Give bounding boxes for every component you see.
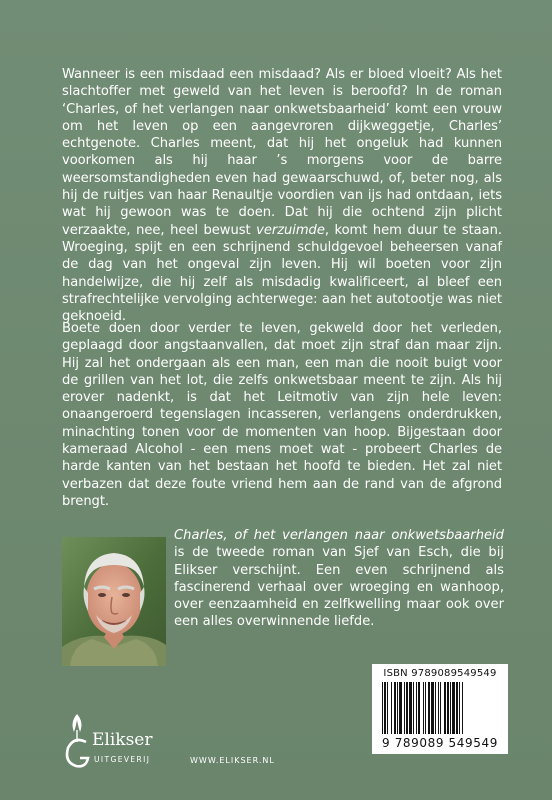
blurb-text: Wanneer is een misdaad een misdaad? Als er bloed vloeit? Als het slachtoffer met geweld van het leven is beroofd? In de roman ‘Charles, of het verlangen naar onkwetsbaarheid’ komt een vrouw om het leven op een aangevroren dijkweggetje, Charles’ echtgenote. Charles meent, dat hij het ongeluk had kunnen voorkomen als hij haar ’s morgens voor de barre weersomstandigheden even had gewaarschuwd, of, beter nog, als hij de ruitjes van haar Renaultje voordien van ijs had ontdaan, iets wat hij gewoon was te doen. Dat hij die ochtend zijn plicht verzaakte, nee, heel bewust — [62, 67, 502, 238]
publisher-name: Elikser — [92, 730, 153, 750]
author-bio — [174, 527, 504, 631]
author-portrait-image — [62, 537, 166, 666]
publisher-subtitle: UITGEVERIJ — [94, 755, 151, 764]
bio-text: is de tweede roman van Sjef van Esch, die bij Elikser verschijnt. Een even schrijnend als fascinerend verhaal over wroeging en wanhoop, over eenzaamheid en zelfkwelling maar ook over een alles overwinnende liefde. — [174, 545, 504, 630]
blurb-text-continued: , komt hem duur te staan. Wroeging, spijt en een schrijnend schuldgevoel beheersen vanaf de dag van het ongeval zijn leven. Hij wil boeten voor zijn handelwijze, die hij zelf als misdadig kwalificeert, al bleef een strafrechtelijke vervolging achterwege: aan het autotootje was niet geknoeid. — [62, 222, 502, 325]
book-title-italic: Charles, of het verlangen naar onkwetsbaarheid — [174, 528, 504, 543]
isbn-barcode — [372, 664, 508, 754]
publisher-logo — [60, 712, 180, 772]
isbn-label: ISBN 9789089549549 — [383, 668, 497, 679]
isbn-digits: 9 789089 549549 — [382, 736, 498, 750]
barcode-icon — [380, 682, 500, 736]
blurb-paragraph-2: Boete doen door verder te leven, gekweld door het verleden, geplaagd door angstaanvallen, dat moet zijn straf dan maar zijn. Hij zal het ondergaan als een man, een man die nooit buigt voor de grillen van het lot, die zelfs onkwetsbaar meent te zijn. Als hij erover nadenkt, is dat het Leitmotiv van zijn hele leven: onaangeroerd tegenslagen incasseren, verlangens onderdrukken, minachting tonen voor de momenten van hoop. Bijgestaan door kameraad Alcohol - een mens moet wat - probeert Charles de harde kanten van het bestaan het hoofd te bieden. Het zal niet verbazen dat deze foute vriend hem aan de rand van de afgrond brengt. — [62, 321, 502, 509]
blurb-emphasis: verzuimde — [256, 222, 325, 238]
author-photo — [62, 537, 166, 666]
blurb-paragraph-1 — [62, 66, 502, 325]
quill-g-icon — [60, 712, 94, 774]
publisher-website: WWW.ELIKSER.NL — [190, 756, 275, 765]
